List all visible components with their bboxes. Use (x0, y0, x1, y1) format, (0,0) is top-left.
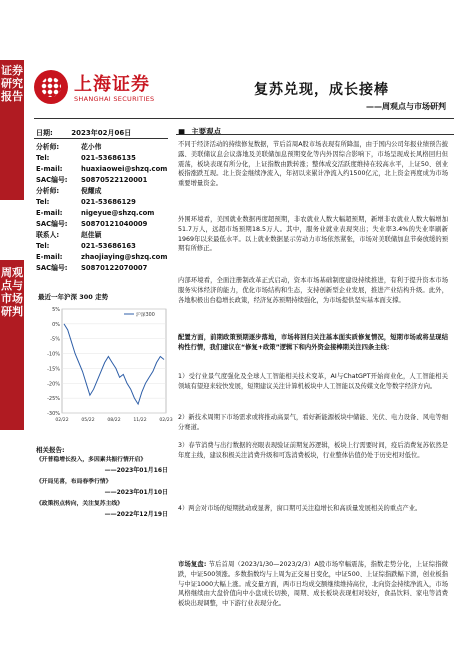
paragraph-3: 内部环境看，全面注册制改革正式启动，资本市场基础制度建设持续推进，有利于提升资本市场服务实体经济的能力，优化市场结构和生态，支持创新型企业发展，推进产业结构升级。此外，各地积极出台稳增长政策，经济复苏预期持续强化，为市场提供坚实基本面支撑。 (178, 277, 448, 304)
analyst-field-value: S0870122070007 (81, 264, 148, 272)
analyst-field-value: 021-53686135 (81, 154, 136, 162)
y-tick-label: 0% (52, 321, 60, 328)
x-tick-label: 02/23 (159, 418, 173, 423)
paragraph-7: 3）春节消费与出行数据的亮眼表现验证前期复苏逻辑，板块上行需要时间，疫后消费复苏依然是年度主线，建议积极关注消费升级和可选消费板块，行业整体估值仍处于历史相对低位。 (178, 442, 448, 459)
analyst-row (36, 197, 166, 208)
related-report-date: ——2022年12月19日 (104, 511, 168, 518)
market-review (178, 560, 448, 609)
x-tick-label: 08/22 (107, 418, 121, 423)
related-reports-title: 相关报告: (36, 446, 65, 454)
related-report-title[interactable]: 《政策拐点转向，关注复苏主线》 (36, 501, 123, 507)
analyst-row (36, 186, 166, 197)
analyst-list (36, 142, 166, 274)
index-chart (36, 292, 173, 430)
analyst-field-label: Tel: (36, 154, 50, 162)
sidebar (0, 0, 24, 670)
analyst-field-label: SAC编号: (36, 220, 68, 228)
main-divider (176, 134, 454, 135)
analyst-row (36, 208, 166, 219)
paragraph-6: 2）新技术周期下市场需求或将推动高景气，看好新能源板块中储能、光伏、电力设备、风电等细分赛道。 (178, 414, 448, 431)
y-tick-label: 5% (52, 307, 60, 313)
market-review-label: 市场复盘: (178, 561, 207, 568)
report-title: 复苏兑现，成长接棒 (254, 82, 389, 98)
x-tick-label: 05/22 (81, 418, 95, 423)
analyst-row (36, 164, 166, 175)
analyst-row (36, 263, 166, 274)
analyst-row (36, 175, 166, 186)
logo-mark-icon (34, 70, 68, 104)
company-logo (34, 68, 194, 110)
date-value: 2023年02月06日 (71, 129, 132, 137)
y-tick-label: -25% (47, 396, 60, 403)
analyst-field-label: E-mail: (36, 253, 63, 261)
x-tick-label: 11/22 (133, 418, 147, 423)
analyst-field-value: S0870522120001 (81, 176, 148, 184)
analyst-field-value: huaxiaowei@shzq.com (81, 165, 168, 173)
x-tick-label: 02/22 (55, 418, 69, 423)
related-report-date: ——2023年01月10日 (104, 489, 168, 496)
analyst-row (36, 230, 166, 241)
related-report-title[interactable]: 《开普稳增长投入，多因素共振行情开启》 (36, 457, 147, 463)
analyst-row (36, 252, 166, 263)
chart-svg (36, 301, 173, 429)
analyst-field-label: E-mail: (36, 209, 63, 217)
logo-cn-text: 上海证券 (74, 74, 150, 95)
paragraph-2: 外围环境看，美国就业数据再度超预期，非农就业人数大幅超预期，新增非农就业人数大幅增加51.7万人，远超市场预期18.5万人。其中，服务业就业表现突出；失业率3.4%的失业率刷新1969年以来最低水平。以上就业数据显示劳动力市场依然紧张，市场对美联储加息节奏放缓的预期有所修正。 (178, 216, 448, 253)
y-tick-label: -10% (47, 351, 60, 358)
analyst-field-label: Tel: (36, 242, 50, 250)
paragraph-1: 不同于经济活动的持续修复数据，节后首周A股市场表现有所降温，由于国内公司年报业绩预告披露、美联储议息会议落地及美联储加息预期变化等内外因综合影响下，市场呈现成长风格回归但震荡，板块表现有所分化，上证指数由跌转涨；整体成交活跃度维持在较高水平，上证50、创业板指涨跌互现。北上资金继续净流入，年初以来累计净流入约1500亿元，北上资金再度成为市场重要增量资金。 (178, 141, 448, 188)
market-review-text: 节后首周（2023/1/30—2023/2/3）A股市场窄幅震荡，指数走势分化，上证综指微跌，中证500领涨。多数指数均与上周为正交易日变化，中证500、上证综指跌幅下滑，创业板指与中证1000大幅上涨。成交量方面，两市日均成交额继续维持高位，北向资金持续净流入，市场风格继续由大盘价值向中小盘成长切换，周期、成长板块表现相对较好，食品饮料、家电等消费板块出现调整，中下游行业表现分化。 (178, 561, 448, 608)
analyst-field-label: 联系人: (36, 231, 60, 239)
analyst-row (36, 153, 166, 164)
y-tick-label: -5% (50, 336, 60, 343)
main-section-title: ■ 主要观点 (178, 126, 221, 137)
date-label: 日期: (36, 129, 53, 137)
analyst-field-value: 倪耀成 (81, 187, 102, 195)
chart-title: 最近一年沪深 300 走势 (38, 293, 109, 301)
analyst-row (36, 142, 166, 153)
analyst-field-label: SAC编号: (36, 264, 68, 272)
analyst-row (36, 219, 166, 230)
y-tick-label: -30% (47, 411, 60, 417)
analyst-field-value: 赵佳颖 (81, 231, 102, 239)
analyst-field-value: nigeyue@shzq.com (81, 209, 155, 217)
analyst-field-label: SAC编号: (36, 176, 68, 184)
analyst-field-label: Tel: (36, 198, 50, 206)
analyst-field-value: S0870121040009 (81, 220, 148, 228)
analyst-field-value: 花小伟 (81, 143, 102, 151)
analyst-field-value: 021-53686129 (81, 198, 136, 206)
plot-frame (62, 309, 166, 413)
report-type-label: 证券研究报告 (0, 60, 24, 200)
related-report-date: ——2023年01月16日 (104, 467, 168, 474)
analyst-field-value: 021-53686163 (81, 242, 136, 250)
analyst-field-value: zhaojiaying@shzq.com (81, 253, 168, 261)
legend-label: 沪深300 (136, 313, 155, 318)
paragraph-8: 4）两会对市场的短期扰动或显著，窗口期可关注稳增长和高质量发展相关的重点产业。 (178, 505, 422, 512)
paragraph-4: 配置方面，前期政策预期逐步落地，市场将回归关注基本面实质修复情况，短期市场或将呈现结构性行情，我们建议在“修复+政策”逻辑下和内外资金接棒期关注四条主线： (178, 334, 448, 351)
report-category-label: 周观点与市场研判 (0, 260, 24, 430)
y-tick-label: -20% (47, 381, 60, 388)
header-divider (34, 118, 454, 119)
analyst-field-label: 分析师: (36, 187, 60, 195)
analyst-row (36, 241, 166, 252)
series-line-hs300 (64, 324, 164, 404)
paragraph-5: 1）受行业景气度强化及全球人工智能相关技术变革，AI与ChatGPT开始商业化，人工智能相关领域有望迎来较快发展，短期建议关注计算机板块中人工智能以及传媒文化等数字经济方向。 (178, 373, 448, 390)
analyst-field-label: 分析师: (36, 143, 60, 151)
related-report-title[interactable]: 《开局见喜，布局春季行情》 (36, 479, 112, 485)
report-subtitle: ——周观点与市场研判 (366, 102, 446, 111)
left-divider (34, 138, 168, 139)
y-tick-label: -15% (47, 366, 60, 373)
date-row (36, 128, 147, 138)
analyst-field-label: E-mail: (36, 165, 63, 173)
logo-en-text: SHANGHAI SECURITIES (74, 95, 155, 103)
